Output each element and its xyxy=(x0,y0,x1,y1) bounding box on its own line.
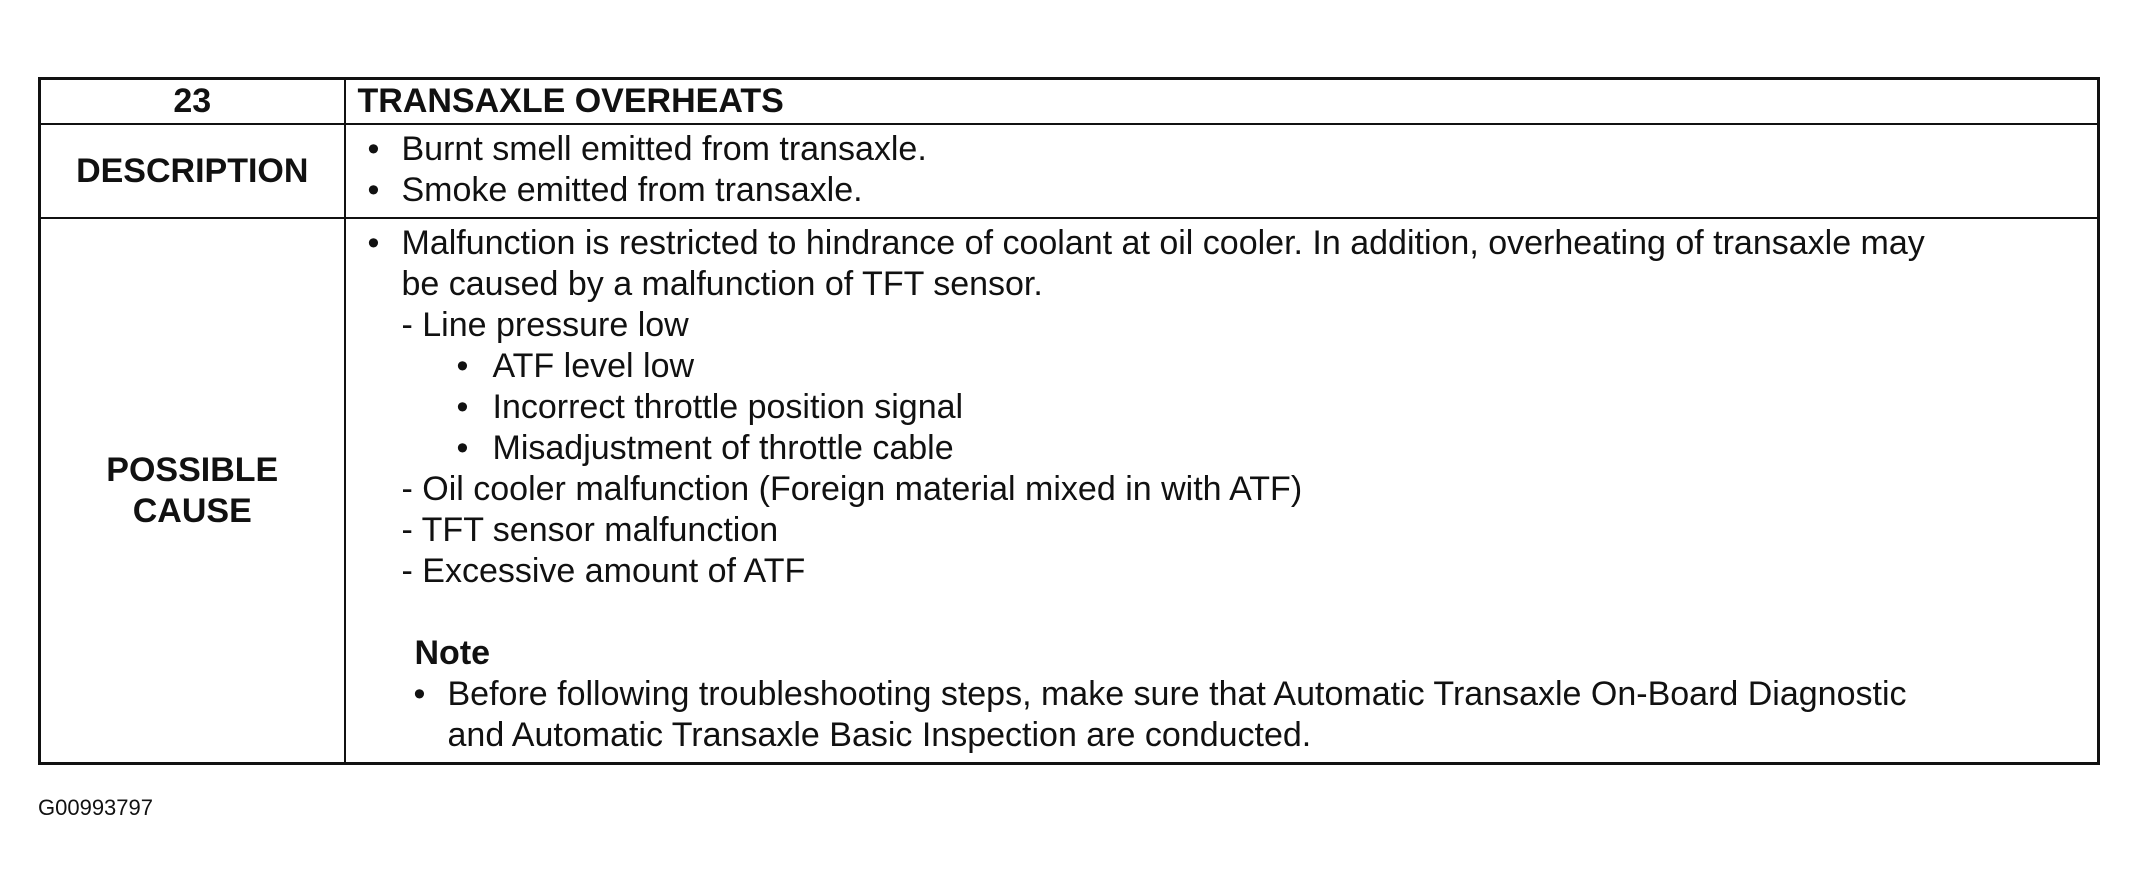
description-content xyxy=(345,124,2099,218)
cause-intro-line1: Malfunction is restricted to hindrance of coolant at oil cooler. In addition, overheating of transaxle may xyxy=(401,224,1925,262)
bullet-icon: • xyxy=(367,130,380,168)
description-item-text: Smoke emitted from transaxle. xyxy=(401,171,863,209)
symptom-title: TRANSAXLE OVERHEATS xyxy=(345,79,2099,125)
description-item-text: Burnt smell emitted from transaxle. xyxy=(401,130,927,168)
note-title: Note xyxy=(414,634,491,672)
cause-item: - Line pressure low xyxy=(401,306,689,344)
possible-cause-label xyxy=(40,218,345,764)
sub-cause-text: Incorrect throttle position signal xyxy=(492,388,964,426)
cause-item: - TFT sensor malfunction xyxy=(401,511,779,549)
bullet-icon: • xyxy=(413,675,426,713)
spacer xyxy=(358,592,2086,633)
possible-cause-label-line1: POSSIBLE xyxy=(106,450,279,489)
note-line2: and Automatic Transaxle Basic Inspection are conducted. xyxy=(447,716,1312,754)
symptom-number: 23 xyxy=(40,79,345,125)
cause-intro-line2: be caused by a malfunction of TFT sensor. xyxy=(401,265,1043,303)
description-label: DESCRIPTION xyxy=(40,124,345,218)
description-row xyxy=(40,124,2099,218)
cause-item: - Oil cooler malfunction (Foreign material mixed in with ATF) xyxy=(401,470,1303,508)
list-item xyxy=(358,387,2086,428)
sub-cause-text: ATF level low xyxy=(492,347,695,385)
bullet-icon: • xyxy=(367,224,380,262)
list-item xyxy=(358,129,2086,170)
troubleshooting-table xyxy=(38,77,2100,765)
figure-id: G00993797 xyxy=(38,795,153,820)
list-item xyxy=(358,428,2086,469)
list-item xyxy=(358,170,2086,211)
list-item xyxy=(358,674,2086,715)
bullet-icon: • xyxy=(456,347,469,385)
bullet-icon: • xyxy=(367,171,380,209)
possible-cause-label-line2: CAUSE xyxy=(132,491,252,530)
sub-cause-text: Misadjustment of throttle cable xyxy=(492,429,954,467)
possible-cause-content xyxy=(345,218,2099,764)
list-item xyxy=(358,346,2086,387)
bullet-icon: • xyxy=(456,429,469,467)
possible-cause-row xyxy=(40,218,2099,764)
note-line1: Before following troubleshooting steps, make sure that Automatic Transaxle On-Board Diagnostic xyxy=(447,675,1907,713)
bullet-icon: • xyxy=(456,388,469,426)
table-header-row xyxy=(40,79,2099,125)
list-item xyxy=(358,223,2086,264)
cause-item: - Excessive amount of ATF xyxy=(401,552,806,590)
